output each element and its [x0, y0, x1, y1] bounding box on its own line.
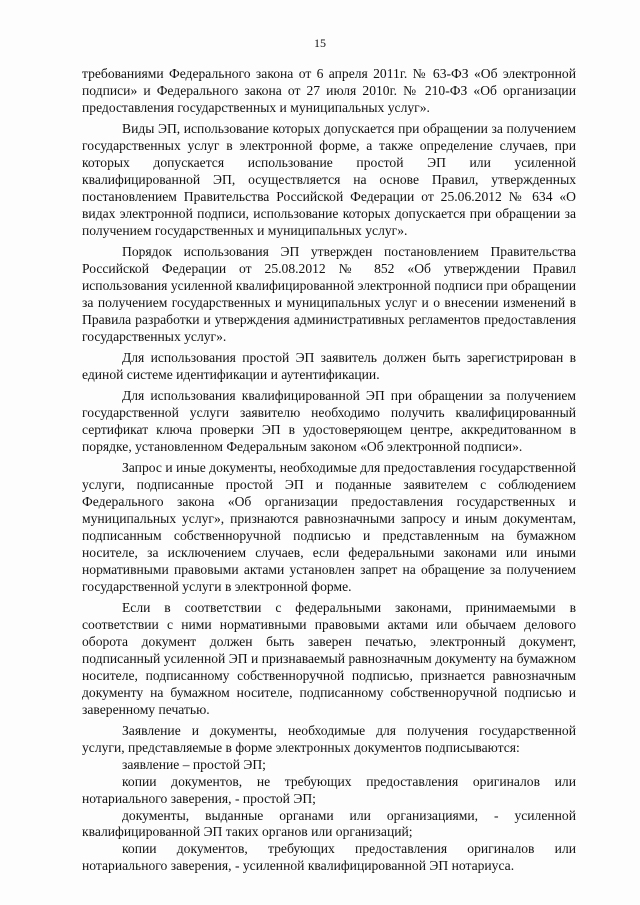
- list-item: документы, выданные органами или организациями, - усиленной квалифицированной ЭП таких органов или организаций;: [82, 807, 576, 840]
- page-number: 15: [314, 36, 326, 50]
- list-item: копии документов, требующих предоставления оригиналов или нотариального заверения, - усиленной квалифицированной ЭП нотариуса.: [82, 841, 576, 874]
- list-item: копии документов, не требующих предоставления оригиналов или нотариального заверения, - простой ЭП;: [82, 773, 576, 806]
- paragraph: Заявление и документы, необходимые для получения государственной услуги, представляемые в форме электронных документов подписываются:: [82, 723, 576, 755]
- paragraph: требованиями Федерального закона от 6 апреля 2011г. № 63-ФЗ «Об электронной подписи» и Федерального закона от 27 июля 2010г. № 210-ФЗ «Об организации предоставления государственных и муниципальных услуг».: [82, 66, 576, 115]
- paragraph: Запрос и иные документы, необходимые для предоставления государственной услуги, подписанные простой ЭП и поданные заявителем с соблюдением Федерального закона «Об организации предоставления государственных и муниципальных услуг», признаются равнозначными запросу и иным документам, подписанным собственноручной подписью и представленным на бумажном носителе, за исключением случаев, если федеральными законами или иными нормативными правовыми актами установлен запрет на обращение за получением государственной услуги в электронной форме.: [82, 460, 576, 594]
- paragraph: Виды ЭП, использование которых допускается при обращении за получением государственных услуг в электронной форме, а также определение случаев, при которых допускается использование простой ЭП или усиленной квалифицированной ЭП, осуществляется на основе Правил, утвержденных постановлением Правительства Российской Федерации от 25.06.2012 № 634 «О видах электронной подписи, использование которых допускается при обращении за получением государственных и муниципальных услуг».: [82, 121, 576, 238]
- list-item: заявление – простой ЭП;: [122, 756, 266, 772]
- paragraph: Для использования простой ЭП заявитель должен быть зарегистрирован в единой системе идентификации и аутентификации.: [82, 350, 576, 382]
- document-body: [82, 66, 576, 875]
- paragraph: Для использования квалифицированной ЭП при обращении за получением государственной услуги заявителю необходимо получить квалифицированный сертификат ключа проверки ЭП в удостоверяющем центре, аккредитованном в порядке, установленном Федеральным законом «Об электронной подписи».: [82, 388, 576, 455]
- paragraph: Если в соответствии с федеральными законами, принимаемыми в соответствии с ними нормативными правовыми актами или обычаем делового оборота документ должен быть заверен печатью, электронный документ, подписанный усиленной ЭП и признаваемый равнозначным документу на бумажном носителе, подписанному собственноручной подписью, признается равнозначным документу на бумажном носителе, подписанному собственноручной подписью и заверенному печатью.: [82, 600, 576, 717]
- paragraph: Порядок использования ЭП утвержден постановлением Правительства Российской Федерации от 25.08.2012 № 852 «Об утверждении Правил использования усиленной квалифицированной электронной подписи при обращении за получением государственных и муниципальных услуг и о внесении изменений в Правила разработки и утверждения административных регламентов предоставления государственных услуг».: [82, 244, 576, 344]
